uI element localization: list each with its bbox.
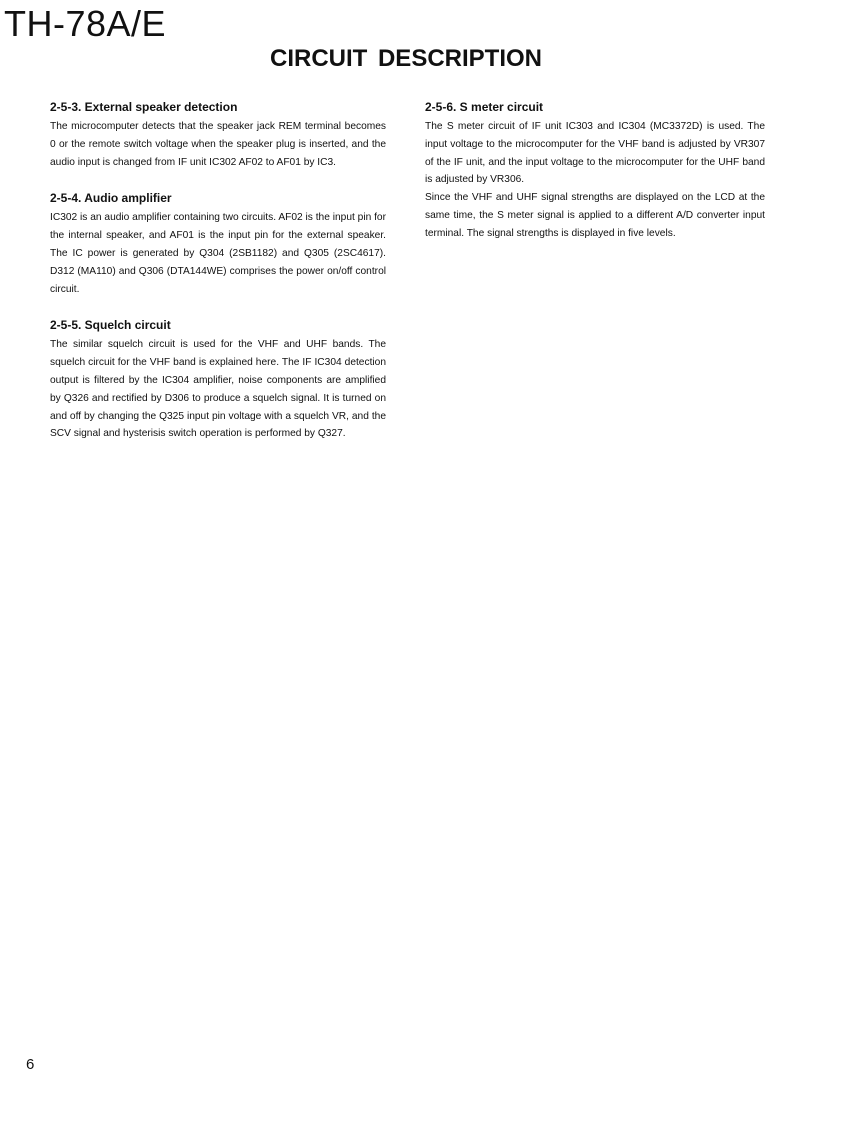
section-paragraph: Since the VHF and UHF signal strengths are displayed on the LCD at the same time, the S meter signal is applied to a different A/D converter input terminal. The signal strengths is displayed in five levels.	[425, 192, 765, 239]
section-heading: 2-5-5. Squelch circuit	[50, 318, 171, 333]
section-paragraph: The similar squelch circuit is used for the VHF and UHF bands. The squelch circuit for the VHF band is explained here. The IF IC304 detection output is filtered by the IC304 amplifier, noise components are amplified by Q326 and rectified by D306 to produce a squelch signal. It is turned on and off by changing the Q325 input pin voltage with a squelch VR, and the SCV signal and hysterisis switch operation is performed by Q327.	[50, 339, 386, 440]
section-squelch-circuit	[50, 316, 386, 443]
left-column	[50, 98, 386, 461]
page-title: CIRCUIT DESCRIPTION	[269, 45, 542, 72]
right-column	[425, 98, 765, 261]
section-paragraph: IC302 is an audio amplifier containing two circuits. AF02 is the input pin for the internal speaker, and AF01 is the input pin for the external speaker. The IC power is generated by Q304 (2SB1182) and Q305 (2SC4617). D312 (MA110) and Q306 (DTA144WE) comprises the power on/off control circuit.	[50, 212, 386, 295]
section-external-speaker-detection	[50, 98, 386, 171]
section-heading: 2-5-6. S meter circuit	[425, 100, 544, 114]
section-paragraph: The S meter circuit of IF unit IC303 and IC304 (MC3372D) is used. The input voltage to the microcomputer for the VHF band is adjusted by VR307 of the IF unit, and the input voltage to the microcomputer for the UHF band is adjusted by VR306.	[425, 121, 765, 186]
section-heading: 2-5-3. External speaker detection	[50, 100, 238, 114]
page-number: 6	[26, 1056, 35, 1073]
section-paragraph: The microcomputer detects that the speaker jack REM terminal becomes 0 or the remote switch voltage when the speaker plug is inserted, and the audio input is changed from IF unit IC302 AF02 to AF01 by IC3.	[50, 121, 386, 168]
section-s-meter-circuit	[425, 98, 765, 243]
section-audio-amplifier	[50, 189, 386, 298]
section-heading: 2-5-4. Audio amplifier	[50, 191, 172, 206]
model-name: TH-78A/E	[4, 3, 167, 44]
